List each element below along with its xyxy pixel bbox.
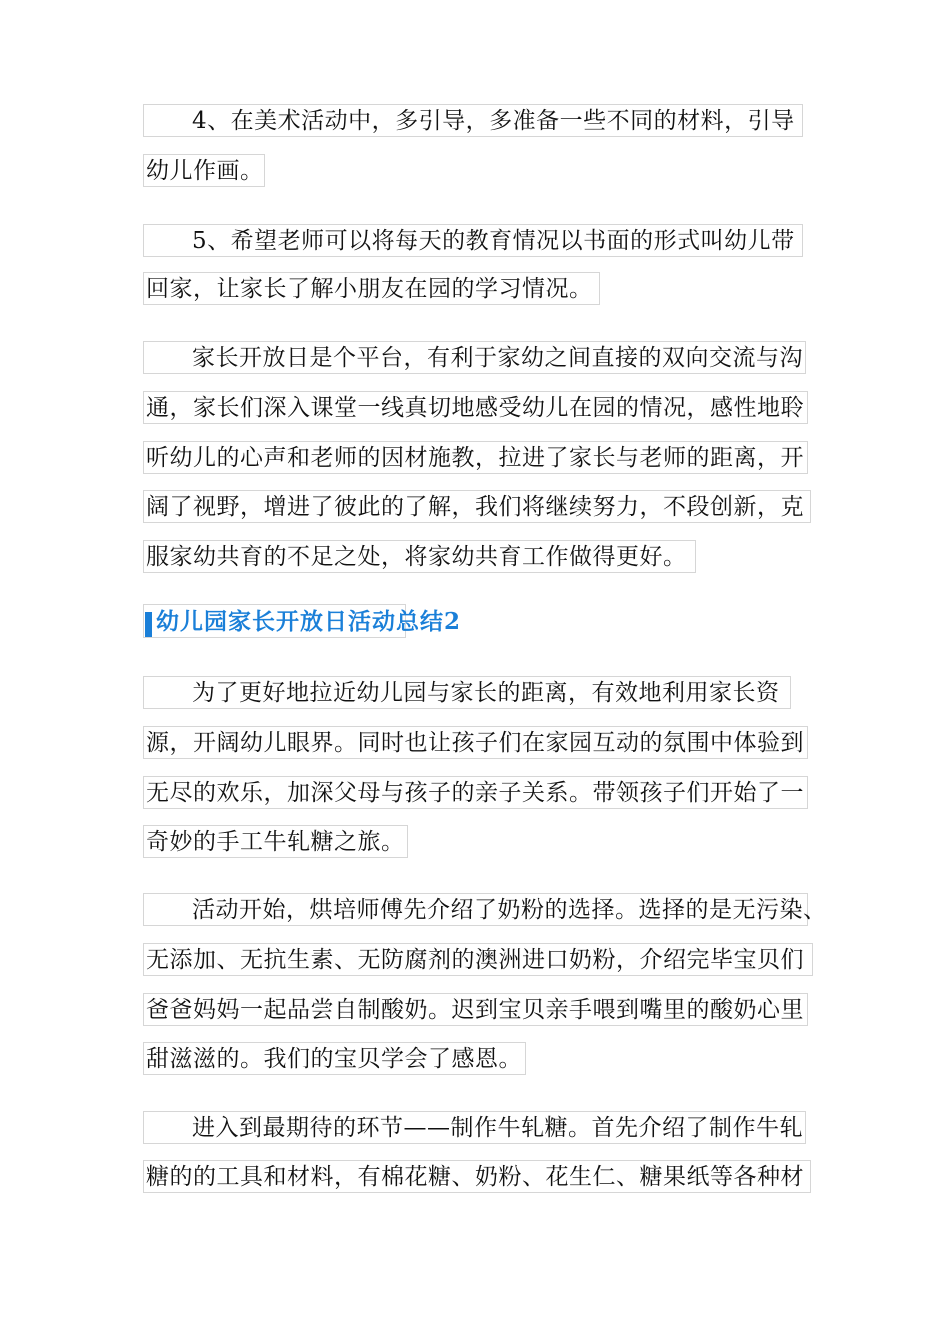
intro-line-1: 为了更好地拉近幼儿园与家长的距离，有效地利用家长资 — [143, 676, 791, 709]
start-line-3: 爸爸妈妈一起品尝自制酸奶。迟到宝贝亲手喂到嘴里的酸奶心里 — [143, 993, 808, 1026]
intro-line-4: 奇妙的手工牛轧糖之旅。 — [143, 825, 408, 858]
intro-line-2: 源，开阔幼儿眼界。同时也让孩子们在家园互动的氛围中体验到 — [143, 726, 808, 759]
summary-line-3: 听幼儿的心声和老师的因材施教，拉进了家长与老师的距离，开 — [143, 441, 808, 474]
intro-line-3: 无尽的欢乐，加深父母与孩子的亲子关系。带领孩子们开始了一 — [143, 776, 808, 809]
summary-line-4: 阔了视野，增进了彼此的了解，我们将继续努力，不段创新，克 — [143, 490, 811, 523]
paragraph-5-line-1: 5、希望老师可以将每天的教育情况以书面的形式叫幼儿带 — [143, 224, 803, 257]
paragraph-5-line-2: 回家，让家长了解小朋友在园的学习情况。 — [143, 272, 600, 305]
summary-line-2: 通，家长们深入课堂一线真切地感受幼儿在园的情况，感性地聆 — [143, 391, 808, 424]
start-line-1: 活动开始，烘培师傅先介绍了奶粉的选择。选择的是无污染、 — [143, 893, 808, 926]
making-line-2: 糖的的工具和材料，有棉花糖、奶粉、花生仁、糖果纸等各种材 — [143, 1160, 811, 1193]
start-line-2: 无添加、无抗生素、无防腐剂的澳洲进口奶粉，介绍完毕宝贝们 — [143, 943, 813, 976]
paragraph-4-line-2: 幼儿作画。 — [143, 154, 265, 187]
summary-line-5: 服家幼共育的不足之处，将家幼共育工作做得更好。 — [143, 540, 696, 573]
paragraph-4-line-1: 4、在美术活动中，多引导，多准备一些不同的材料，引导 — [143, 104, 803, 137]
section-heading: 幼儿园家长开放日活动总结2 — [143, 604, 406, 638]
summary-line-1: 家长开放日是个平台，有利于家幼之间直接的双向交流与沟 — [143, 341, 806, 374]
start-line-4: 甜滋滋的。我们的宝贝学会了感恩。 — [143, 1042, 526, 1075]
making-line-1: 进入到最期待的环节——制作牛轧糖。首先介绍了制作牛轧 — [143, 1111, 806, 1144]
